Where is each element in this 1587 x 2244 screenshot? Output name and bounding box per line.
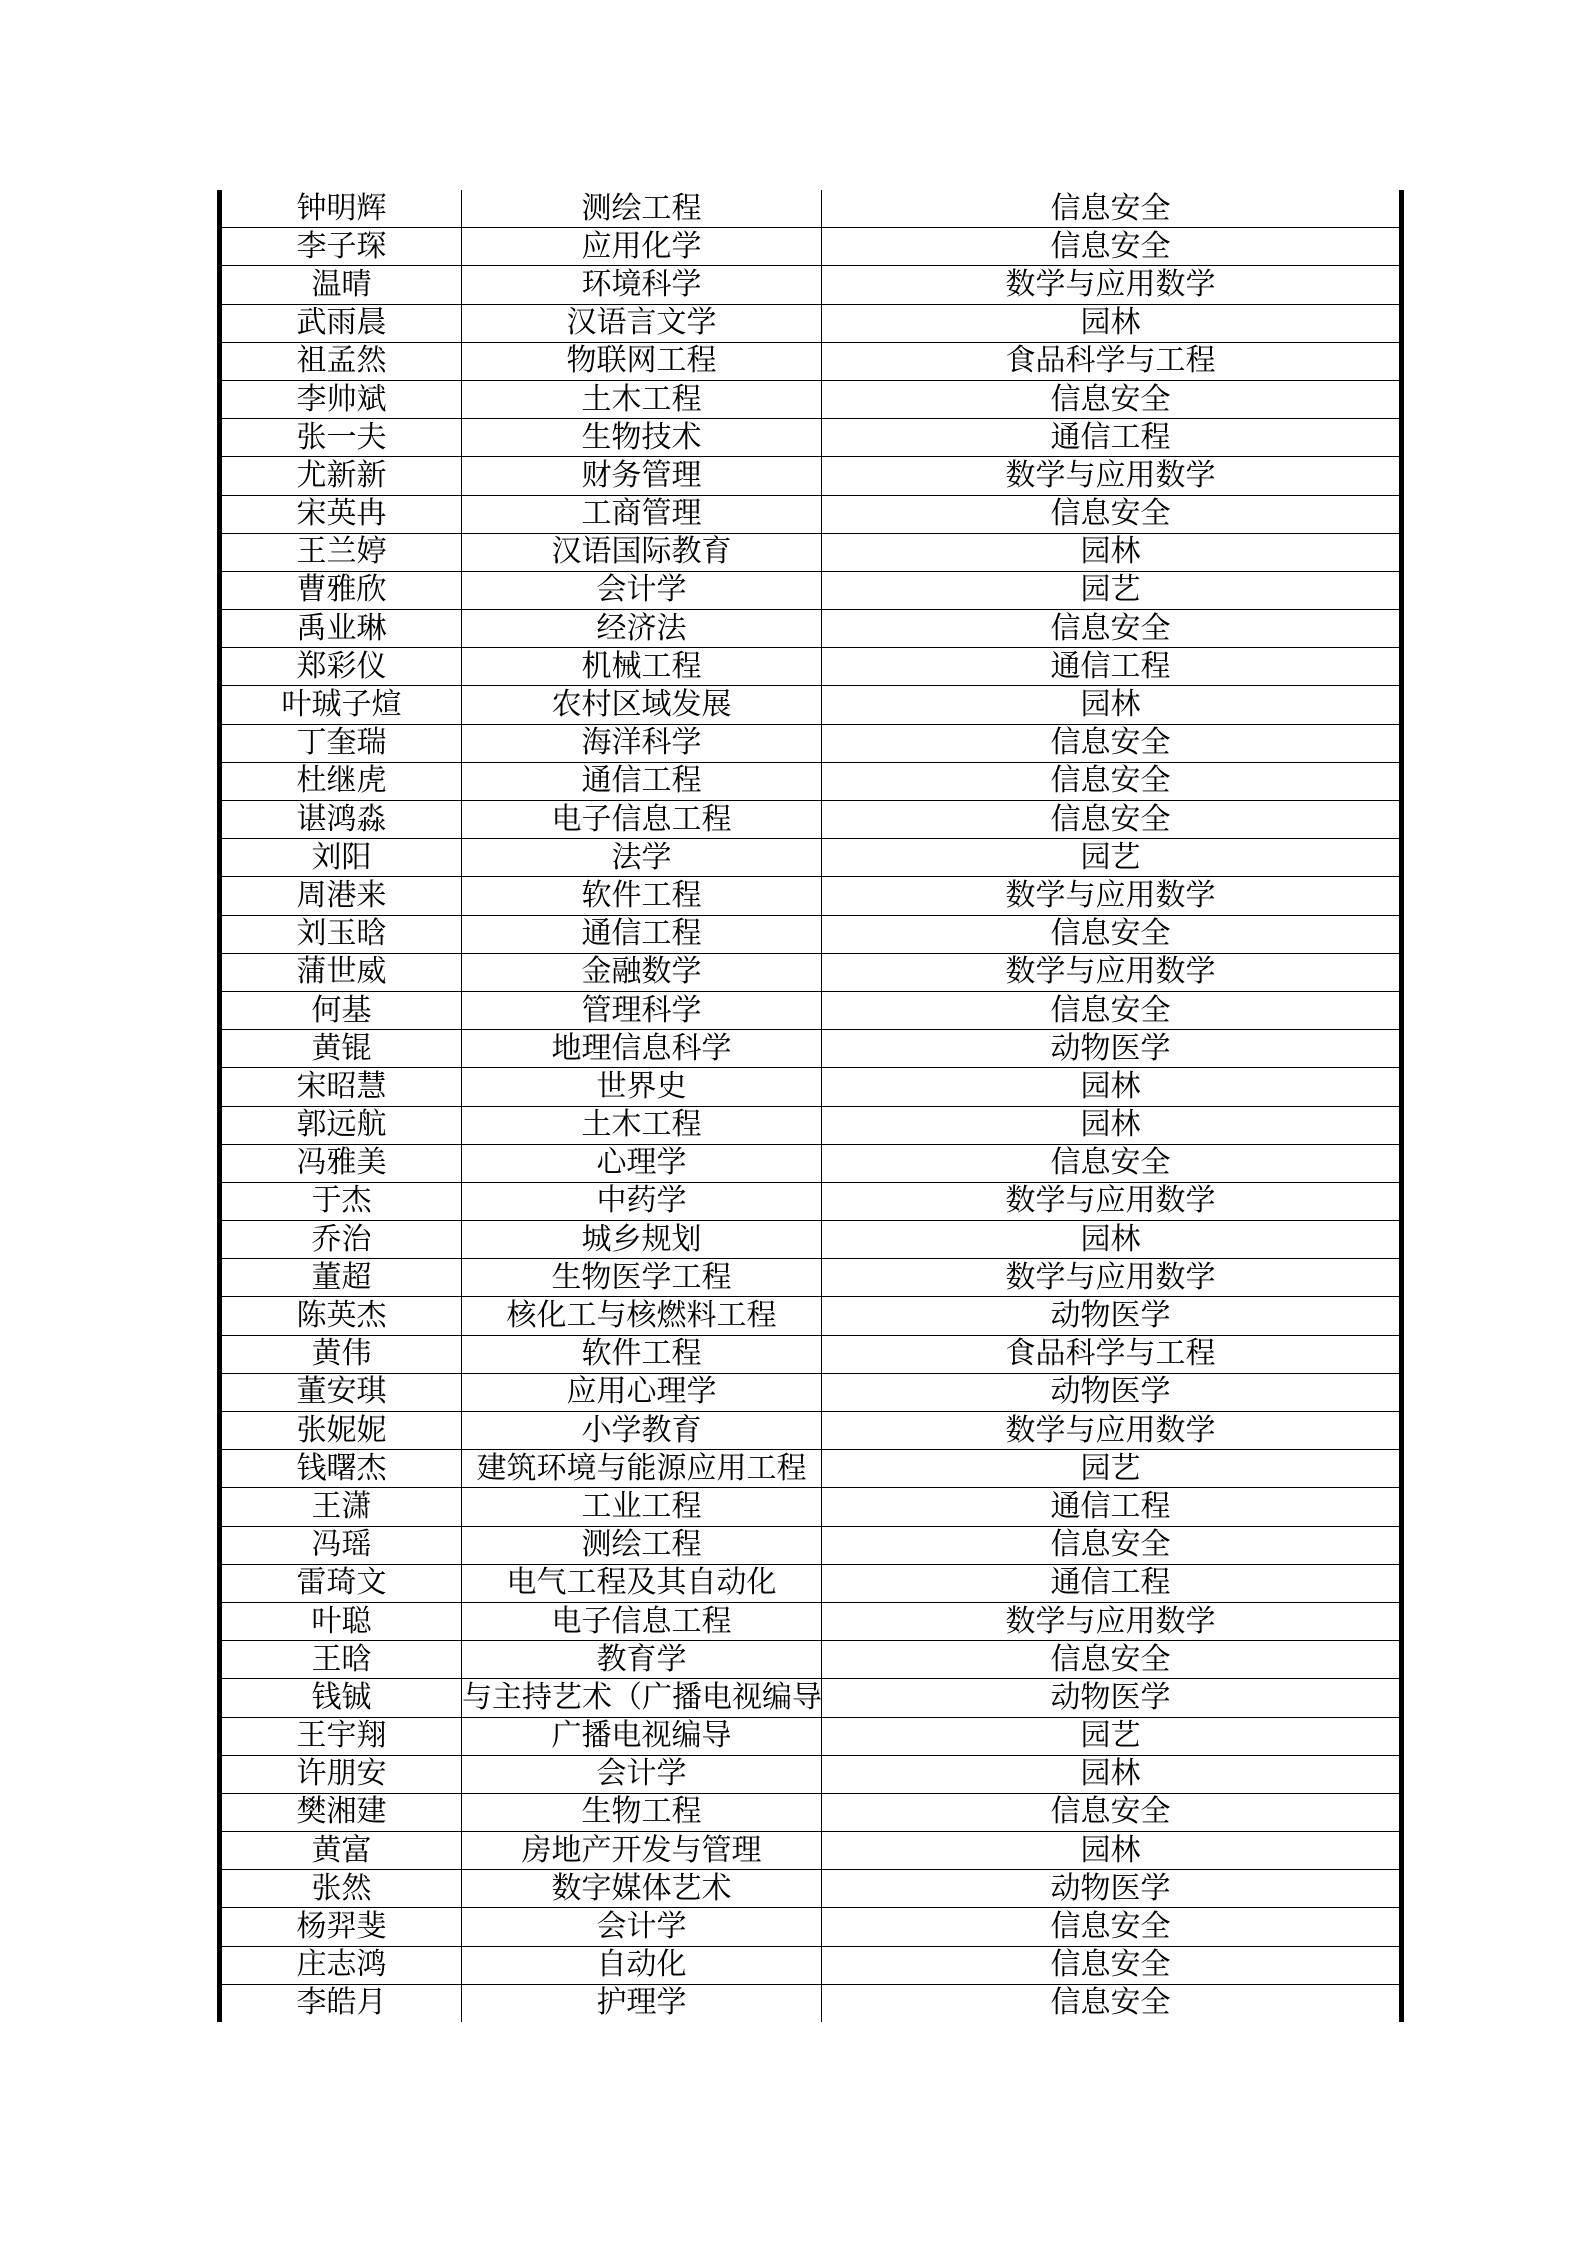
target-major-cell: 数学与应用数学 (822, 457, 1402, 495)
original-major-cell: 管理科学 (462, 991, 822, 1029)
target-major-cell: 信息安全 (822, 610, 1402, 648)
original-major-cell: 汉语言文学 (462, 304, 822, 342)
table-row (220, 1679, 1402, 1717)
original-major-cell: 物联网工程 (462, 342, 822, 380)
original-major-cell: 生物工程 (462, 1793, 822, 1831)
original-major-cell: 经济法 (462, 610, 822, 648)
table-row (220, 1717, 1402, 1755)
name-cell: 丁奎瑞 (220, 724, 462, 762)
name-cell: 刘阳 (220, 839, 462, 877)
original-major-cell: 软件工程 (462, 877, 822, 915)
name-cell: 钱曙杰 (220, 1450, 462, 1488)
name-cell: 樊湘建 (220, 1793, 462, 1831)
original-major-cell: 应用心理学 (462, 1373, 822, 1411)
table-row (220, 1335, 1402, 1373)
original-major-cell: 电子信息工程 (462, 801, 822, 839)
table-row (220, 1182, 1402, 1220)
original-major-cell: 地理信息科学 (462, 1030, 822, 1068)
table-row (220, 915, 1402, 953)
original-major-cell: 自动化 (462, 1946, 822, 1984)
table-row (220, 839, 1402, 877)
table-row (220, 266, 1402, 304)
name-cell: 钱铖 (220, 1679, 462, 1717)
target-major-cell: 信息安全 (822, 1526, 1402, 1564)
original-major-cell: 心理学 (462, 1144, 822, 1182)
target-major-cell: 信息安全 (822, 228, 1402, 266)
table-row (220, 419, 1402, 457)
target-major-cell: 数学与应用数学 (822, 1602, 1402, 1640)
original-major-cell: 中药学 (462, 1182, 822, 1220)
target-major-cell: 动物医学 (822, 1870, 1402, 1908)
name-cell: 刘玉晗 (220, 915, 462, 953)
original-major-cell: 农村区域发展 (462, 686, 822, 724)
table-row (220, 380, 1402, 418)
table-row (220, 1832, 1402, 1870)
original-major-cell: 土木工程 (462, 380, 822, 418)
table-row (220, 1450, 1402, 1488)
target-major-cell: 信息安全 (822, 190, 1402, 228)
table-row (220, 1793, 1402, 1831)
table-body (220, 190, 1402, 2022)
table-row (220, 686, 1402, 724)
table-row (220, 1259, 1402, 1297)
original-major-cell: 金融数学 (462, 953, 822, 991)
target-major-cell: 通信工程 (822, 1488, 1402, 1526)
table-row (220, 533, 1402, 571)
name-cell: 冯瑶 (220, 1526, 462, 1564)
target-major-cell: 动物医学 (822, 1297, 1402, 1335)
table-row (220, 953, 1402, 991)
table-row (220, 991, 1402, 1029)
name-cell: 王晗 (220, 1641, 462, 1679)
name-cell: 钟明辉 (220, 190, 462, 228)
target-major-cell: 园林 (822, 686, 1402, 724)
original-major-cell: 应用化学 (462, 228, 822, 266)
table-row (220, 801, 1402, 839)
table-row (220, 457, 1402, 495)
name-cell: 张一夫 (220, 419, 462, 457)
target-major-cell: 动物医学 (822, 1030, 1402, 1068)
name-cell: 李子琛 (220, 228, 462, 266)
original-major-cell: 城乡规划 (462, 1221, 822, 1259)
name-cell: 张妮妮 (220, 1412, 462, 1450)
target-major-cell: 通信工程 (822, 419, 1402, 457)
table-row (220, 495, 1402, 533)
name-cell: 杨羿斐 (220, 1908, 462, 1946)
target-major-cell: 数学与应用数学 (822, 877, 1402, 915)
original-major-cell: 生物医学工程 (462, 1259, 822, 1297)
name-cell: 祖孟然 (220, 342, 462, 380)
table-row (220, 228, 1402, 266)
target-major-cell: 信息安全 (822, 762, 1402, 800)
original-major-cell: 房地产开发与管理 (462, 1832, 822, 1870)
original-major-cell: 核化工与核燃料工程 (462, 1297, 822, 1335)
target-major-cell: 园林 (822, 1221, 1402, 1259)
original-major-cell: 护理学 (462, 1984, 822, 2022)
name-cell: 杜继虎 (220, 762, 462, 800)
name-cell: 宋英冉 (220, 495, 462, 533)
table-row (220, 762, 1402, 800)
target-major-cell: 园林 (822, 304, 1402, 342)
name-cell: 冯雅美 (220, 1144, 462, 1182)
name-cell: 尤新新 (220, 457, 462, 495)
target-major-cell: 数学与应用数学 (822, 1259, 1402, 1297)
name-cell: 温晴 (220, 266, 462, 304)
target-major-cell: 通信工程 (822, 648, 1402, 686)
name-cell: 李帅斌 (220, 380, 462, 418)
original-major-cell: 测绘工程 (462, 1526, 822, 1564)
table-row (220, 304, 1402, 342)
table-row (220, 1144, 1402, 1182)
table-row (220, 1297, 1402, 1335)
name-cell: 何基 (220, 991, 462, 1029)
name-cell: 周港来 (220, 877, 462, 915)
table-row (220, 724, 1402, 762)
target-major-cell: 信息安全 (822, 380, 1402, 418)
original-major-cell: 生物技术 (462, 419, 822, 457)
original-major-cell: 电子信息工程 (462, 1602, 822, 1640)
name-cell: 黄富 (220, 1832, 462, 1870)
target-major-cell: 信息安全 (822, 801, 1402, 839)
name-cell: 陈英杰 (220, 1297, 462, 1335)
original-major-cell: 通信工程 (462, 915, 822, 953)
original-major-cell: 财务管理 (462, 457, 822, 495)
name-cell: 王宇翔 (220, 1717, 462, 1755)
target-major-cell: 园林 (822, 533, 1402, 571)
table-row (220, 1068, 1402, 1106)
table-row (220, 1755, 1402, 1793)
table-row (220, 877, 1402, 915)
original-major-cell: 法学 (462, 839, 822, 877)
name-cell: 王潇 (220, 1488, 462, 1526)
target-major-cell: 园林 (822, 1755, 1402, 1793)
target-major-cell: 园艺 (822, 1450, 1402, 1488)
name-cell: 武雨晨 (220, 304, 462, 342)
original-major-cell: 会计学 (462, 1755, 822, 1793)
name-cell: 黄锟 (220, 1030, 462, 1068)
original-major-cell: 电气工程及其自动化 (462, 1564, 822, 1602)
original-major-cell: 教育学 (462, 1641, 822, 1679)
target-major-cell: 信息安全 (822, 991, 1402, 1029)
name-cell: 黄伟 (220, 1335, 462, 1373)
table-row (220, 1641, 1402, 1679)
original-major-cell: 与主持艺术（广播电视编导 (462, 1679, 822, 1717)
name-cell: 宋昭慧 (220, 1068, 462, 1106)
target-major-cell: 园林 (822, 1832, 1402, 1870)
table-row (220, 1373, 1402, 1411)
target-major-cell: 信息安全 (822, 1908, 1402, 1946)
target-major-cell: 动物医学 (822, 1679, 1402, 1717)
table-row (220, 1221, 1402, 1259)
table-row (220, 1908, 1402, 1946)
original-major-cell: 广播电视编导 (462, 1717, 822, 1755)
name-cell: 董安琪 (220, 1373, 462, 1411)
target-major-cell: 园艺 (822, 1717, 1402, 1755)
name-cell: 叶珹子煊 (220, 686, 462, 724)
name-cell: 蒲世威 (220, 953, 462, 991)
name-cell: 张然 (220, 1870, 462, 1908)
original-major-cell: 汉语国际教育 (462, 533, 822, 571)
name-cell: 李皓月 (296, 1985, 387, 2021)
table-row (220, 648, 1402, 686)
table-row (220, 1106, 1402, 1144)
student-major-table (217, 190, 1404, 2022)
target-major-cell: 信息安全 (822, 1946, 1402, 1984)
name-cell: 禹业琳 (220, 610, 462, 648)
table-row (220, 1984, 1402, 2022)
target-major-cell: 通信工程 (822, 1564, 1402, 1602)
target-major-cell: 信息安全 (822, 724, 1402, 762)
table-row (220, 571, 1402, 609)
target-major-cell: 信息安全 (822, 1144, 1402, 1182)
target-major-cell: 信息安全 (822, 915, 1402, 953)
target-major-cell: 信息安全 (822, 1641, 1402, 1679)
original-major-cell: 工业工程 (462, 1488, 822, 1526)
target-major-cell: 食品科学与工程 (822, 342, 1402, 380)
name-cell: 雷琦文 (220, 1564, 462, 1602)
name-cell: 许朋安 (220, 1755, 462, 1793)
table-row (220, 1946, 1402, 1984)
name-cell: 曹雅欣 (220, 571, 462, 609)
original-major-cell: 建筑环境与能源应用工程 (462, 1450, 822, 1488)
table-row (220, 1870, 1402, 1908)
target-major-cell: 数学与应用数学 (822, 1182, 1402, 1220)
table-row (220, 1030, 1402, 1068)
name-cell: 庄志鸿 (220, 1946, 462, 1984)
target-major-cell: 园艺 (822, 571, 1402, 609)
original-major-cell: 机械工程 (462, 648, 822, 686)
original-major-cell: 土木工程 (462, 1106, 822, 1144)
original-major-cell: 软件工程 (462, 1335, 822, 1373)
original-major-cell: 数字媒体艺术 (462, 1870, 822, 1908)
target-major-cell: 园林 (822, 1068, 1402, 1106)
original-major-cell: 海洋科学 (462, 724, 822, 762)
table-row (220, 1602, 1402, 1640)
target-major-cell: 园林 (822, 1106, 1402, 1144)
original-major-cell: 小学教育 (462, 1412, 822, 1450)
original-major-cell: 通信工程 (462, 762, 822, 800)
table-row (220, 190, 1402, 228)
target-major-cell: 信息安全 (822, 1984, 1402, 2022)
table-row (220, 610, 1402, 648)
table-row (220, 1412, 1402, 1450)
name-cell: 于杰 (220, 1182, 462, 1220)
name-cell: 董超 (220, 1259, 462, 1297)
table-row (220, 1488, 1402, 1526)
table-row (220, 1564, 1402, 1602)
target-major-cell: 园艺 (822, 839, 1402, 877)
original-major-cell: 环境科学 (462, 266, 822, 304)
target-major-cell: 数学与应用数学 (822, 266, 1402, 304)
name-cell: 王兰婷 (220, 533, 462, 571)
original-major-cell: 会计学 (462, 571, 822, 609)
table-row (220, 342, 1402, 380)
target-major-cell: 信息安全 (822, 1793, 1402, 1831)
target-major-cell: 动物医学 (822, 1373, 1402, 1411)
name-cell: 郭远航 (220, 1106, 462, 1144)
name-cell: 叶聪 (220, 1602, 462, 1640)
original-major-cell: 工商管理 (462, 495, 822, 533)
name-cell: 郑彩仪 (220, 648, 462, 686)
target-major-cell: 数学与应用数学 (822, 953, 1402, 991)
table-row (220, 1526, 1402, 1564)
target-major-cell: 数学与应用数学 (822, 1412, 1402, 1450)
target-major-cell: 食品科学与工程 (822, 1335, 1402, 1373)
name-cell: 谌鸿淼 (220, 801, 462, 839)
original-major-cell: 会计学 (462, 1908, 822, 1946)
target-major-cell: 信息安全 (822, 495, 1402, 533)
original-major-cell: 世界史 (462, 1068, 822, 1106)
original-major-cell: 测绘工程 (462, 190, 822, 228)
name-cell: 乔治 (220, 1221, 462, 1259)
